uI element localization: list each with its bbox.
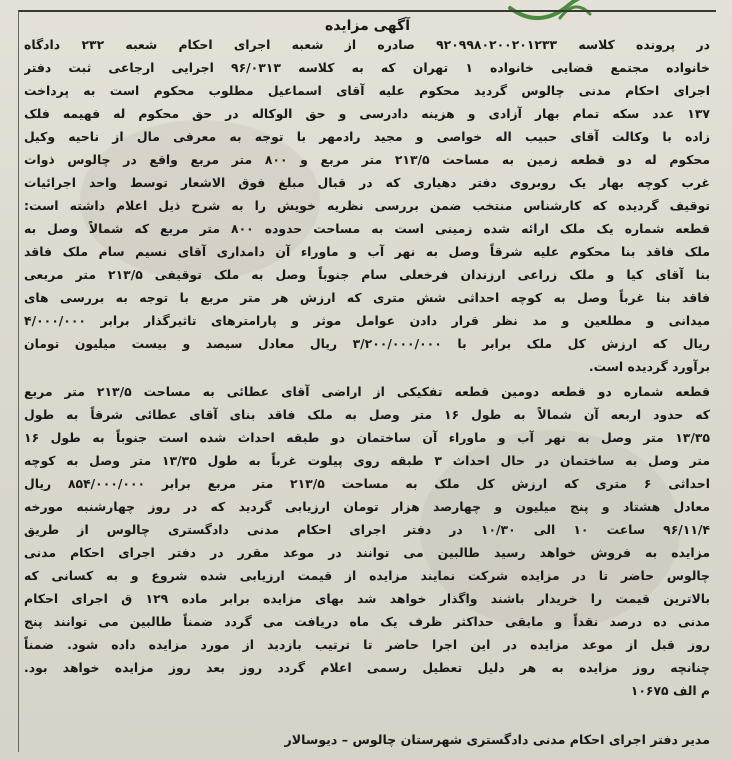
- notice-line: زاده با وکالت آقای حبیب اله خواصی و مجید رادمهر با توجه به معرفی مال از ناحیه وکیل: [24, 129, 710, 144]
- notice-line: خانواده مجتمع قضایی خانواده ۱ تهران که به کلاسه ۹۶/۰۳۱۳ اجرایی ارجاعی ثبت دفتر: [24, 60, 710, 75]
- notice-line: فاقد بنا غرباً وصل به کوچه احداثی شش متری که ارزش هر متر مربع با توجه به بررسی های: [24, 290, 710, 305]
- notice-line: بنا آقای کیا و ملک زراعی ارزندان فرخعلی سام جنوباً وصل به ملک توقیفی ۲۱۳/۵ متر مربعی: [24, 267, 710, 282]
- notice-line: چنانچه روز مزایده به هر دلیل تعطیل رسمی اعلام گردد روز بعد روز مزایده خواهد بود.: [24, 660, 710, 675]
- notice-line: غرب کوچه بهار یک روبروی دفتر دهیاری که در قبال مبلغ فوق الاشعار توسط واحد اجرائیات: [24, 175, 710, 190]
- notice-line: متر وصل به ساختمان در حال احداث ۳ طبقه روی پیلوت غرباً به طول ۱۳/۳۵ متر وصل به کوچه: [24, 453, 710, 468]
- notice-line: ۱۳/۳۵ متر وصل به نهر آب و ماوراء آن ساختمان دو طبقه احداث شده است جنوباً به طول ۱۶: [24, 430, 710, 445]
- notice-line: ۹۶/۱۱/۴ ساعت ۱۰ الی ۱۰/۳۰ در دفتر اجرای احکام مدنی دادگستری چالوس از طریق: [24, 522, 710, 537]
- notice-line: بالاترین قیمت را خریدار باشند واگذار خواهد شد بهای مزایده برابر ماده ۱۲۹ ق اجرای احکام: [24, 591, 710, 606]
- notice-line: ریال که ارزش کل ملک برابر با ۳/۲۰۰/۰۰۰/۰۰۰ ریال معادل سیصد و بیست میلیون تومان: [24, 336, 710, 351]
- notice-line: اجرای احکام مدنی چالوس گردید محکوم علیه آقای اسماعیل مطلوب محکوم است به پرداخت: [24, 83, 710, 98]
- notice-title: آگهی مزایده: [324, 18, 410, 34]
- notice-line: مدنی ده درصد نقداً و مابقی حداکثر ظرف یک ماه دریافت می گردد ضمناً طالبین می توانند پنج: [24, 614, 710, 629]
- notice-line: ۱۳۷ عدد سکه تمام بهار آزادی و هزینه دادرسی و حق الوکاله در حق محکوم له فهیمه فلک: [24, 106, 710, 121]
- notice-line: احداثی ۶ متری که ارزش کل ملک به مساحت ۲۱۳/۵ متر مربع برابر ۸۵۴/۰۰۰/۰۰۰ ریال: [24, 476, 710, 491]
- notice-line: در پرونده کلاسه ۹۲۰۹۹۸۰۲۰۰۲۰۱۲۳۳ صادره از شعبه اجرای احکام شعبه ۲۳۲ دادگاه: [24, 37, 710, 52]
- notice-line: چالوس حاضر تا در مزایده شرکت نمایند مزایده از قیمت ارزیابی شده شروع و به کسانی که: [24, 568, 710, 583]
- notice-line: توقیف گردیده که کارشناس منتخب ضمن بررسی نظریه خویش را به شرح ذیل اعلام داشته است:: [24, 198, 710, 213]
- notice-line: قطعه شماره دو قطعه دومین قطعه تفکیکی از اراضی آقای عطائی به مساحت ۲۱۳/۵ متر مربع: [24, 384, 710, 399]
- notice-line: که حدود اربعه آن شمالاً به طول ۱۶ متر وصل به ملک فاقد بنای آقای عطائی شرقاً به طول: [24, 407, 710, 422]
- notice-line: میدانی و مطلعین و مد نظر قرار دادن عوامل موثر و پارامترهای تاثیرگذار برابر ۴/۰۰۰/۰۰۰: [24, 313, 710, 328]
- notice-line: روز قبل از موعد مزایده در این اجرا حاضر تا ترتیب بازدید از مورد مزایده داده شود. ضمناً: [24, 637, 710, 652]
- notice-line: محکوم له دو قطعه زمین به مساحت ۲۱۳/۵ متر مربع و ۸۰۰ متر مربع واقع در چالوس ذوات: [24, 152, 710, 167]
- notice-signature: مدیر دفتر اجرای احکام مدنی دادگستری شهرستان چالوس – دیوسالار: [284, 732, 710, 747]
- notice-reference-number: م الف ۱۰۶۷۵: [630, 683, 710, 698]
- notice-line: معادل هشتاد و پنج میلیون و چهارصد هزار تومان ارزیابی گردید که در روز چهارشنبه مورخه: [24, 499, 710, 514]
- notice-line: قطعه شماره یک ملک ارائه شده زمینی است به مساحت حدوده ۸۰۰ متر مربع که شمالاً وصل به: [24, 221, 710, 236]
- notice-line: ملک فاقد بنا محکوم علیه شرقاً وصل به نهر آب و ماوراء آن دامداری آقای نسیم سام ملک فاقد: [24, 244, 710, 259]
- notice-line: برآورد گردیده است.: [588, 359, 710, 374]
- auction-notice: [18, 10, 716, 752]
- notice-line: مزایده به فروش خواهد رسید طالبین می توانند در موعد مقرر در دفتر اجرای احکام مدنی: [24, 545, 710, 560]
